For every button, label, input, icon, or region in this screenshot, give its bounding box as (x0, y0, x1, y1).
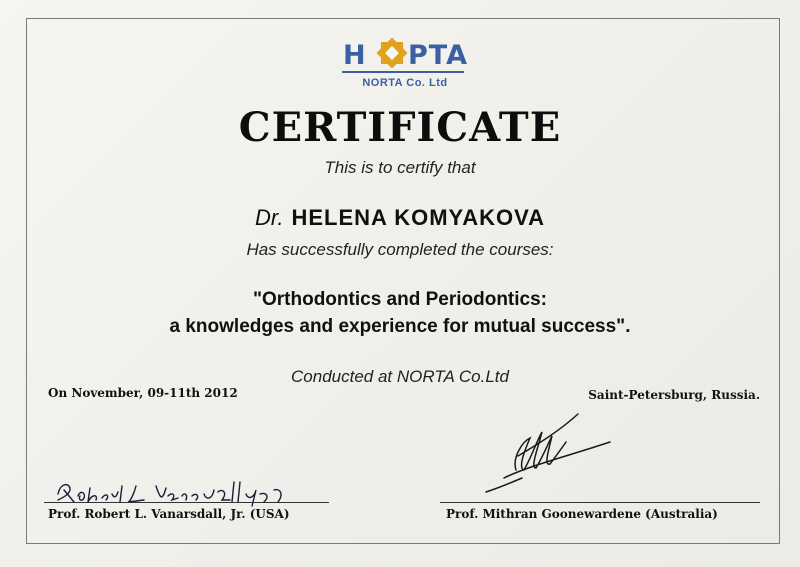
recipient-full-name: HELENA KOMYAKOVA (291, 205, 546, 230)
recipient-name (0, 205, 800, 231)
signatory-left-name: Prof. Robert L. Vanarsdall, Jr. (USA) (48, 507, 290, 521)
logo-wordmark (340, 34, 470, 74)
star-icon (374, 34, 410, 72)
company-name: NORTA Co. Ltd (362, 77, 448, 89)
certify-subtitle: This is to certify that (324, 158, 476, 177)
signature-left (44, 472, 304, 512)
course-location: Saint-Petersburg, Russia. (588, 388, 760, 402)
course-date: On November, 09-11th 2012 (48, 386, 238, 400)
conducted-at: Conducted at NORTA Co.Ltd (291, 367, 509, 386)
signature-line-right (440, 502, 760, 503)
course-title (0, 286, 800, 340)
signatory-right-name: Prof. Mithran Goonewardene (Australia) (446, 507, 718, 521)
signature-right (478, 408, 618, 498)
completed-text: Has successfully completed the courses: (246, 240, 554, 259)
certificate-title: CERTIFICATE (238, 104, 562, 151)
course-title-line-2: a knowledges and experience for mutual success". (169, 316, 631, 337)
recipient-prefix: Dr. (254, 205, 284, 230)
logo-letters-pta: PTA (408, 40, 469, 71)
logo-letter-h: H (343, 40, 367, 71)
course-title-line-1: "Orthodontics and Periodontics: (252, 289, 548, 310)
logo-underline (342, 71, 464, 73)
norta-logo (340, 34, 470, 96)
certificate-border (26, 18, 780, 544)
signature-line-left (44, 502, 329, 503)
